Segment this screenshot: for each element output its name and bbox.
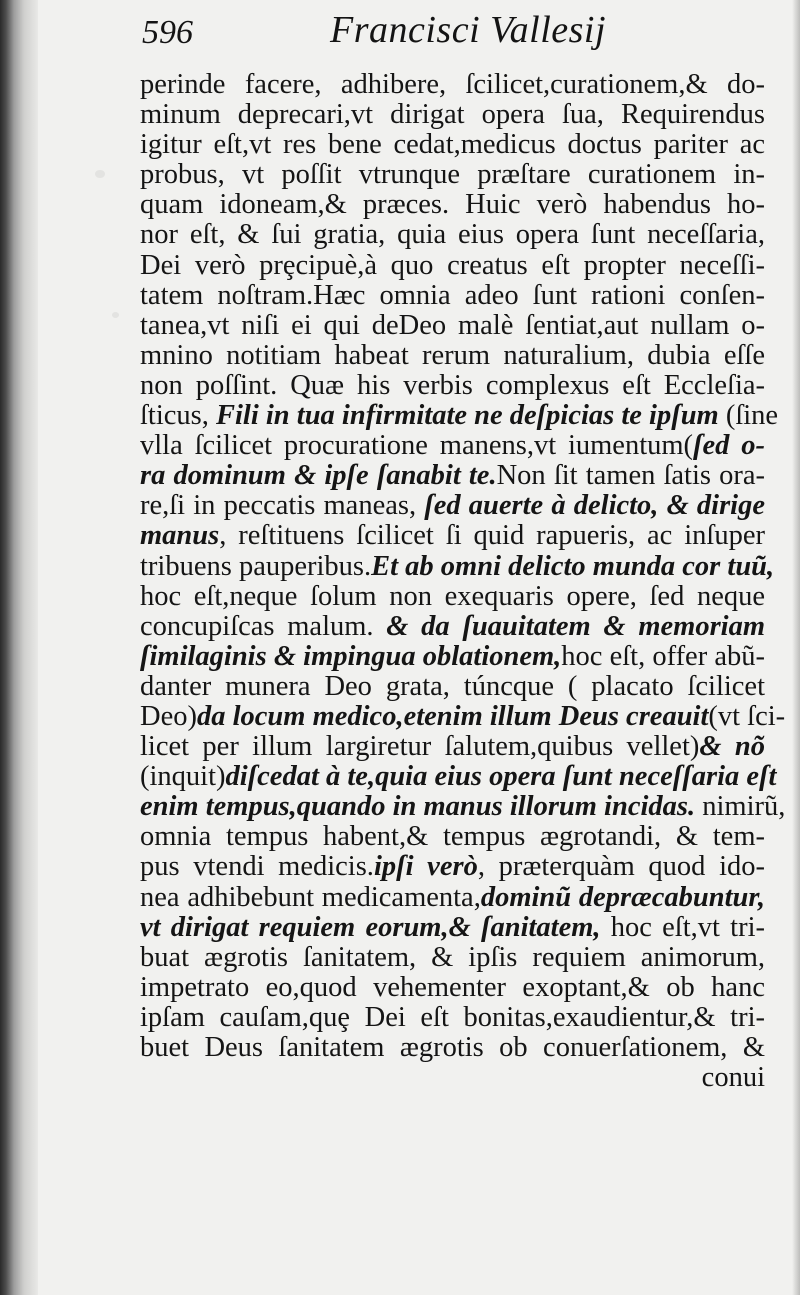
- text-line: [140, 341, 765, 371]
- text-line: [140, 130, 765, 160]
- text-run: , reſtituens ſcilicet ſi quid rapueris, ac inſuper: [219, 520, 765, 552]
- text-run: hoc eſt, offer abũ-: [561, 640, 765, 672]
- text-run: nea adhibebunt medicamenta,: [140, 881, 481, 913]
- italic-quotation: diſcedat à te,quia eius opera ſunt neceſſaria eſt: [225, 761, 777, 793]
- text-run: Non ſit tamen ſatis ora-: [496, 460, 765, 492]
- text-line: [140, 672, 765, 702]
- text-line: [140, 761, 777, 793]
- text-run: nimirũ,: [695, 791, 786, 823]
- text-run: (inquit): [140, 761, 226, 793]
- text-run: ſticus,: [140, 400, 216, 432]
- page-header: [0, 4, 800, 64]
- text-run: (vt ſci-: [708, 700, 786, 732]
- text-run: perinde facere, adhibere, ſcilicet,curationem,& do-: [140, 69, 765, 100]
- text-run: impetrato eo,quod vehementer exoptant,& ob hanc: [140, 971, 765, 1003]
- text-run: Deo): [140, 700, 197, 732]
- text-line: [140, 700, 786, 732]
- text-line: [140, 311, 765, 341]
- text-run: , præterquàm quod ido-: [477, 851, 765, 883]
- text-run: re,ſi in peccatis maneas,: [140, 490, 425, 522]
- paper-blemish: [112, 312, 119, 318]
- italic-quotation: Fili in tua infirmitate ne deſpicias te ipſum: [216, 400, 719, 432]
- text-run: Dei verò prȩcipuè,à quo creatus eſt propter neceſſi-: [140, 249, 765, 281]
- text-line: [140, 371, 765, 401]
- text-run: minum deprecari,vt dirigat opera ſua, Requirendus: [140, 99, 765, 131]
- italic-quotation: da locum medico,etenim illum Deus creauit: [196, 700, 709, 732]
- text-run: concupiſcas malum.: [140, 610, 387, 642]
- paper-blemish: [95, 170, 105, 178]
- text-run: hoc eſt,neque ſolum non exequaris opere, ſed neque: [140, 580, 765, 612]
- text-line: [140, 70, 765, 100]
- italic-quotation: enim tempus,quando in manus illorum incidas.: [140, 791, 696, 823]
- italic-quotation: & da ſuauitatem & memoriam: [386, 610, 765, 642]
- text-line: [140, 642, 765, 672]
- text-line: [140, 400, 779, 432]
- text-line: [140, 913, 765, 943]
- italic-quotation: ſed o-: [693, 430, 765, 462]
- text-line: [140, 791, 786, 823]
- text-line: [140, 160, 765, 190]
- text-line: [140, 431, 765, 461]
- text-run: buet Deus ſanitatem ægrotis ob conuerſationem, &: [140, 1032, 765, 1063]
- running-head: Francisci Vallesij: [330, 9, 607, 51]
- text-run: licet per illum largiretur ſalutem,quibus vellet): [140, 731, 700, 763]
- text-run: mnino notitiam habeat rerum naturalium, dubia eſſe: [140, 339, 765, 371]
- text-line: [140, 943, 765, 973]
- text-line: [140, 190, 765, 220]
- catchword: conui: [701, 1062, 765, 1094]
- text-run: buat ægrotis ſanitatem, & ipſis requiem animorum,: [140, 941, 765, 973]
- text-run: probus, vt poſſit vtrunque præſtare curationem in-: [140, 159, 765, 191]
- italic-quotation: vt dirigat requiem eorum,& ſanitatem,: [140, 911, 601, 943]
- text-run: danter munera Deo grata, túncque ( placato ſcilicet: [140, 670, 765, 702]
- text-line: [140, 251, 765, 281]
- italic-quotation: ipſi verò: [373, 851, 478, 883]
- text-run: vlla ſcilicet procuratione manens,vt iumentum(: [140, 430, 694, 462]
- italic-quotation: ſimilaginis & impingua oblationem,: [140, 640, 562, 672]
- italic-quotation: Et ab omni delicto munda cor tuũ,: [371, 550, 775, 582]
- text-run: (ſine: [718, 400, 779, 432]
- text-run: non poſſint. Quæ his verbis complexus eſt Eccleſia-: [140, 369, 765, 401]
- text-line: [140, 883, 765, 913]
- text-run: hoc eſt,vt tri-: [600, 911, 765, 943]
- text-run: nor eſt, & ſui gratia, quia eius opera ſunt neceſſaria,: [140, 219, 765, 251]
- text-run: ipſam cauſam,quȩ Dei eſt bonitas,exaudientur,& tri-: [140, 1001, 765, 1033]
- text-line: [140, 521, 765, 551]
- text-line: [140, 1003, 765, 1033]
- text-line: [140, 973, 765, 1003]
- text-line: [140, 732, 765, 762]
- text-run: igitur eſt,vt res bene cedat,medicus doctus pariter ac: [140, 129, 765, 161]
- text-line: [140, 550, 775, 582]
- text-run: tatem noſtram.Hæc omnia adeo ſunt rationi conſen-: [140, 279, 765, 311]
- text-line: [140, 220, 765, 250]
- page-edge-shadow: [792, 0, 800, 1295]
- book-gutter-shadow: [0, 0, 38, 1295]
- text-run: pus vtendi medicis.: [140, 851, 374, 883]
- text-line: [140, 281, 765, 311]
- text-line: [140, 461, 765, 491]
- text-line: [140, 852, 765, 882]
- body-text: [140, 69, 786, 1094]
- text-run: quam idoneam,& præces. Huic verò habendus ho-: [140, 189, 765, 221]
- italic-quotation: manus: [140, 520, 220, 552]
- italic-quotation: ra dominum & ipſe ſanabit te.: [140, 460, 497, 492]
- italic-quotation: dominũ depræcabuntur,: [480, 881, 765, 913]
- text-run: tribuens pauperibus.: [140, 550, 372, 582]
- italic-quotation: ſed auerte à delicto, & dirige: [424, 490, 765, 522]
- page-number: 596: [142, 14, 193, 51]
- text-line: [140, 582, 765, 612]
- text-run: tanea,vt niſi ei qui deDeo malè ſentiat,aut nullam o-: [140, 309, 765, 341]
- text-run: omnia tempus habent,& tempus ægrotandi, & tem-: [140, 821, 765, 853]
- text-line: [140, 612, 765, 642]
- text-line: [140, 1033, 765, 1063]
- text-line: [140, 100, 765, 130]
- italic-quotation: & nõ: [699, 731, 765, 763]
- text-line: [140, 491, 765, 521]
- text-line: [140, 822, 765, 852]
